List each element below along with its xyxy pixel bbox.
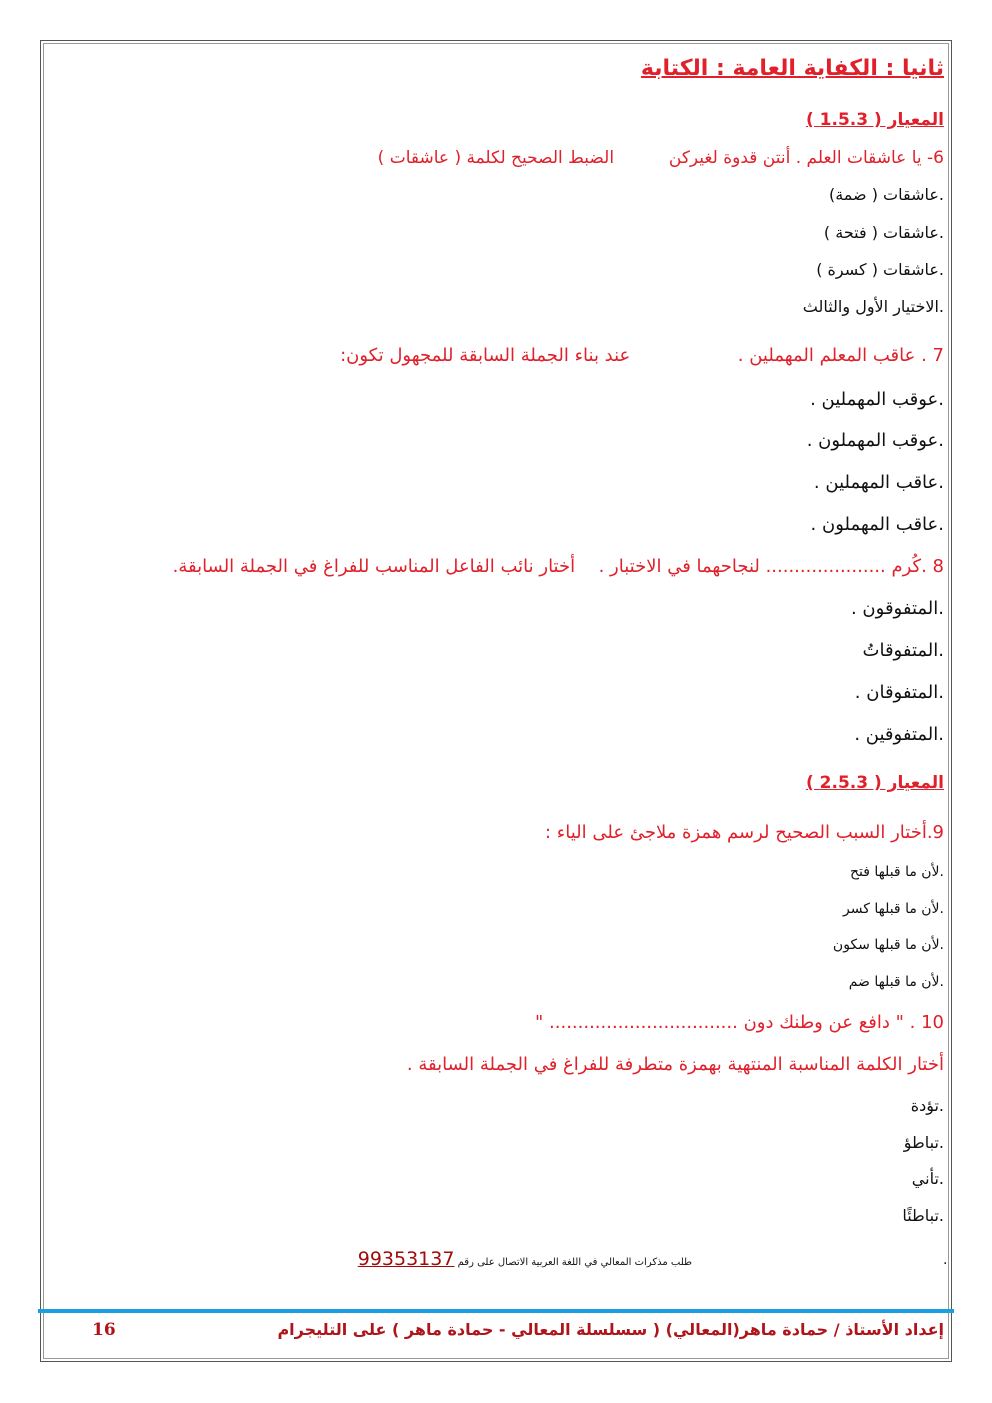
question-10: 10 . " دافع عن وطنك دون ................................. " [535, 1012, 944, 1033]
question-6-task: الضبط الصحيح لكلمة ( عاشقات ) [377, 148, 615, 168]
q7-option: .عوقب المهملون . [806, 430, 944, 451]
q6-option: .الاختيار الأول والثالث [802, 297, 944, 316]
q6-option: .عاشقات ( ضمة) [828, 185, 944, 204]
footer-credit: إعداد الأستاذ / حمادة ماهر(المعالي) ( سسلسلة المعالي - حمادة ماهر ) على التليجرام [277, 1320, 944, 1339]
question-8-task: أختار نائب الفاعل المناسب للفراغ في الجملة السابقة. [172, 556, 576, 577]
question-7-task: عند بناء الجملة السابقة للمجهول تكون: [340, 345, 631, 366]
criterion-heading: المعيار ( 2.5.3 ) [805, 773, 944, 793]
question-7-stem: 7 . عاقب المعلم المهملين . [737, 345, 944, 366]
q7-option: .عاقب المهملين . [813, 472, 944, 493]
q8-option: .المتفوقين . [854, 724, 944, 745]
page-number: 16 [92, 1320, 116, 1340]
question-7 [340, 345, 944, 366]
q9-option: .لأن ما قبلها كسر [843, 901, 944, 917]
q6-option: .عاشقات ( كسرة ) [816, 260, 944, 279]
q8-option: .المتفوقان . [854, 682, 944, 703]
page-border-inner [43, 43, 949, 1359]
q8-option: .المتفوقاتُ [862, 640, 944, 661]
question-8 [173, 556, 944, 577]
ad-text: طلب مذكرات المعالي في اللغة العربية الاتصال على رقم [457, 1257, 692, 1268]
q7-option: .عاقب المهملون . [810, 514, 944, 535]
criterion-heading: المعيار ( 1.5.3 ) [805, 110, 944, 130]
question-10-task: أختار الكلمة المناسبة المنتهية بهمزة متطرفة للفراغ في الجملة السابقة . [406, 1054, 944, 1075]
q10-option: .تأني [911, 1169, 944, 1188]
q9-option: .لأن ما قبلها فتح [849, 864, 944, 880]
question-6-stem: 6- يا عاشقات العلم . أنتن قدوة لغيركن [668, 148, 944, 168]
footer-rule [38, 1309, 954, 1313]
question-8-stem: 8 .كُرم ..................... لنجاحهما في الاختبار . [598, 556, 944, 577]
question-6 [378, 148, 944, 168]
q10-option: .تباطئًا [902, 1206, 944, 1225]
section-title: ثانيا : الكفاية العامة : الكتابة [640, 56, 944, 81]
stray-dot: . [943, 1252, 948, 1268]
ad-line [358, 1248, 692, 1270]
ad-phone: 99353137 [357, 1248, 455, 1270]
q6-option: .عاشقات ( فتحة ) [823, 223, 944, 242]
q10-option: .تؤدة [910, 1096, 944, 1115]
question-9: 9.أختار السبب الصحيح لرسم همزة ملاجئ على الياء : [545, 822, 944, 843]
q8-option: .المتفوقون . [850, 598, 944, 619]
q9-option: .لأن ما قبلها ضم [848, 974, 944, 990]
q9-option: .لأن ما قبلها سكون [832, 937, 944, 953]
q7-option: .عوقب المهملين . [810, 389, 944, 410]
q10-option: .تباطؤ [903, 1133, 944, 1152]
